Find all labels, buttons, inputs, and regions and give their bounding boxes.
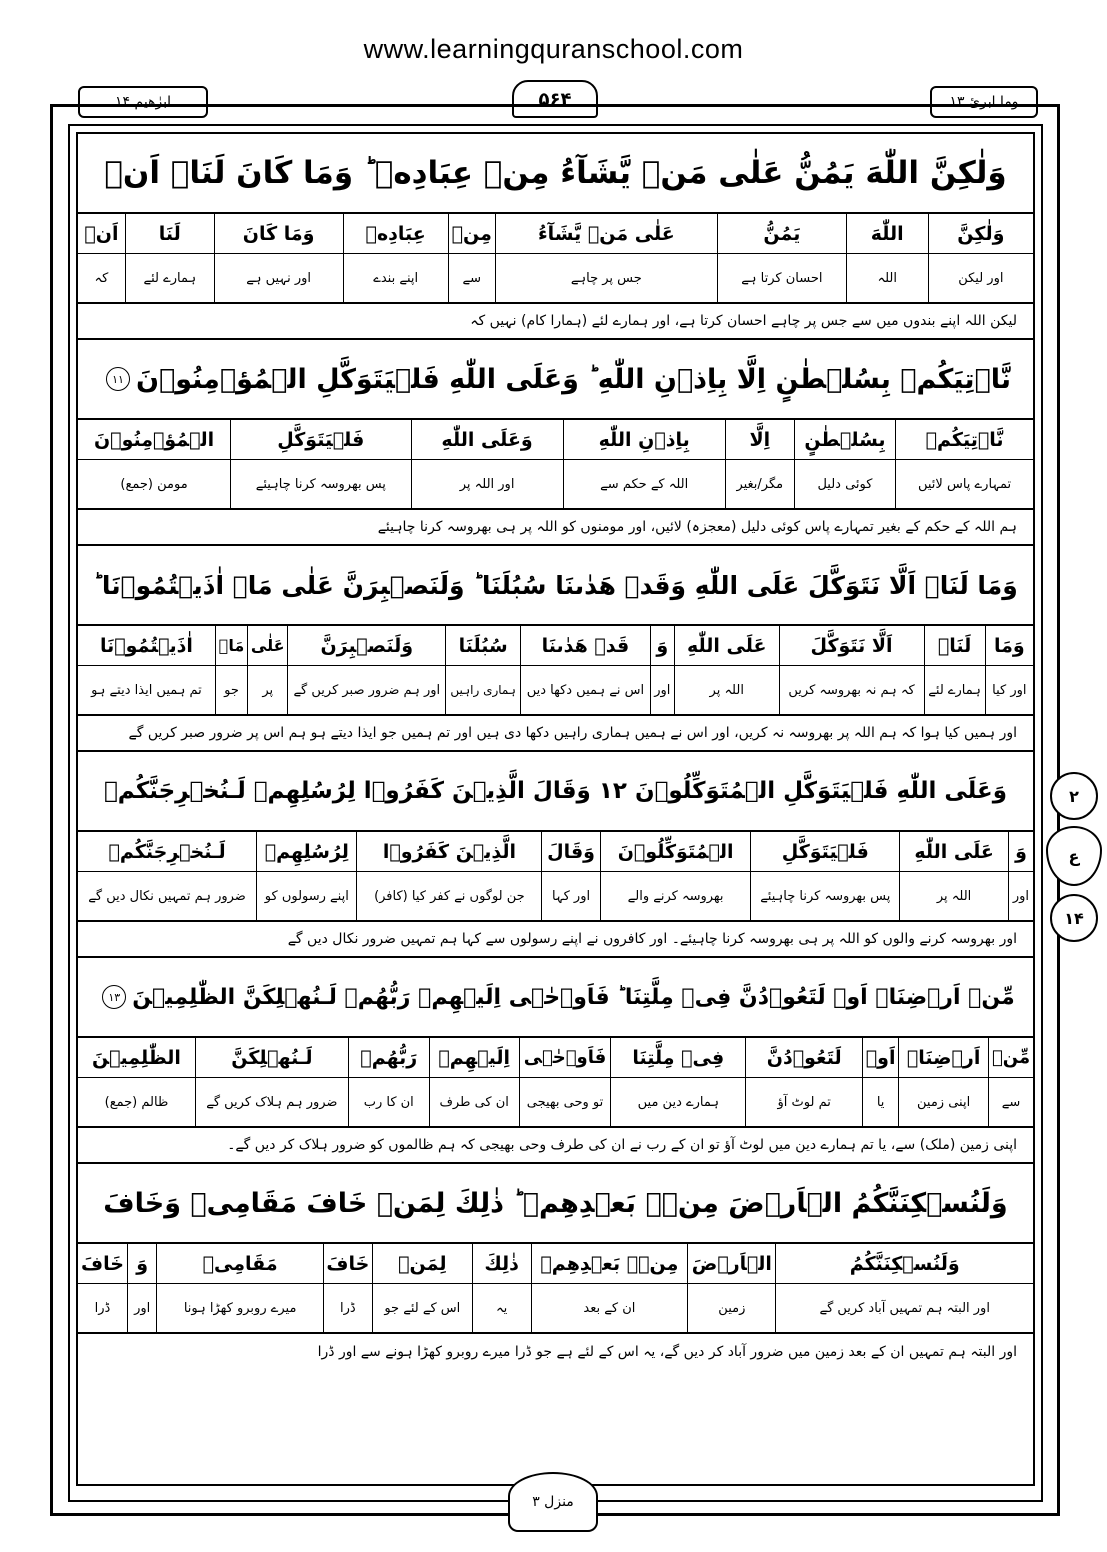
arabic-word: اٰذَيۡتُمُوۡنَا (100, 634, 193, 657)
urdu-meaning: تم لوٹ آؤ (745, 1078, 862, 1126)
urdu-meaning: اور نہیں ہے (214, 254, 343, 302)
word-by-word-table (78, 420, 1033, 510)
arabic-word: لَنَا (125, 214, 214, 253)
urdu-meaning: یہ (472, 1284, 531, 1332)
ayah-text: وَلٰكِنَّ اللّٰهَ يَمُنُّ عَلٰى مَنۡ يَّشَآءُ مِنۡ عِبَادِهٖ ؕ وَمَا كَانَ لَنَاۤ اَنۡ (104, 155, 1007, 191)
ayah-line (78, 340, 1033, 420)
urdu-meaning: ڈرا (94, 1300, 111, 1316)
word-by-word-table (78, 1244, 1033, 1334)
arabic-word: وَ (127, 1244, 156, 1283)
arabic-word: لَتَعُوۡدُنَّ (745, 1038, 862, 1077)
arabic-word: اَلَّا نَتَوَكَّلَ (779, 626, 924, 665)
urdu-meaning: اپنے بندے (343, 254, 448, 302)
arabic-word: اَوۡ (862, 1038, 898, 1077)
urdu-meaning: اس نے ہمیں دکھا دیں (520, 666, 650, 714)
word-by-word-table (78, 626, 1033, 716)
arabic-word: مَاۤ (215, 626, 247, 665)
ayah-line (78, 1164, 1033, 1244)
arabic-word: رَبُّهُمۡ (348, 1038, 429, 1077)
urdu-meaning: ہمارے لئے (924, 666, 985, 714)
ayah-text: مِّنۡ اَرۡضِنَاۤ اَوۡ لَتَعُوۡدُنَّ فِىۡ مِلَّتِنَا ؕ فَاَوۡحٰۤى اِلَيۡهِمۡ رَبُّهُمۡ لَـنُهۡلِكَنَّ الظّٰلِمِيۡنَ (132, 984, 1015, 1010)
urdu-meaning: مومن (جمع) (120, 476, 188, 492)
arabic-word: مَقَامِىۡ (156, 1244, 323, 1283)
urdu-translation: ہم اللہ کے حکم کے بغیر تمہارے پاس کوئی دلیل (معجزہ) لائیں، اور مومنوں کو اللہ پر ہی بھروسہ کرنا چاہیئے (78, 510, 1033, 546)
arabic-word: وَ (650, 626, 674, 665)
urdu-meaning: اور (1008, 872, 1033, 920)
urdu-meaning: ڈرا (323, 1284, 372, 1332)
arabic-word: وَقَالَ (541, 832, 600, 871)
surah-name-label: ابرٰھیم ۱۴ (78, 86, 208, 118)
arabic-word: وَلَنُسۡكِنَنَّكُمُ (775, 1244, 1033, 1283)
arabic-words-row (78, 626, 1033, 666)
urdu-meaning: جو (215, 666, 247, 714)
urdu-meanings-row (78, 1284, 1033, 1332)
urdu-meaning: اللہ پر (899, 872, 1008, 920)
arabic-words-row (78, 832, 1033, 872)
arabic-word: عَلٰى مَنۡ يَّشَآءُ (495, 214, 717, 253)
urdu-meaning: سے (448, 254, 495, 302)
urdu-meaning: مگر/بغیر (725, 460, 794, 508)
urdu-meaning: پر (247, 666, 287, 714)
arabic-word: فَلۡيَتَوَكَّلِ (750, 832, 899, 871)
urdu-meaning: کوئی دلیل (794, 460, 895, 508)
urdu-meaning: ضرور ہم تمہیں نکال دیں گے (88, 888, 246, 904)
urdu-meanings-row (78, 460, 1033, 508)
arabic-word: بِاِذۡنِ اللّٰهِ (563, 420, 725, 459)
arabic-word: عَلَى اللّٰهِ (674, 626, 779, 665)
urdu-meaning: احسان کرتا ہے (717, 254, 846, 302)
urdu-meaning: اور کیا (985, 666, 1033, 714)
arabic-word: مِنۡ (448, 214, 495, 253)
urdu-meaning: اللہ پر (674, 666, 779, 714)
ayah-number-marker: ۱۱ (106, 367, 130, 391)
urdu-meanings-row (78, 872, 1033, 920)
arabic-word: وَ (1008, 832, 1033, 871)
urdu-meaning: اپنی زمین (898, 1078, 988, 1126)
arabic-word: وَمَا كَانَ (214, 214, 343, 253)
ayah-text: وَمَا لَنَاۤ اَلَّا نَتَوَكَّلَ عَلَى اللّٰهِ وَقَدۡ هَدٰٮنَا سُبُلَنَا ؕ وَلَنَصۡبِرَنَّ عَلٰى مَاۤ اٰذَيۡتُمُوۡنَا ؕ (93, 570, 1018, 600)
arabic-word: الَّذِيۡنَ كَفَرُوۡا (356, 832, 541, 871)
urdu-meaning: اس کے لئے جو (372, 1284, 472, 1332)
urdu-meaning: ہماری راہیں (445, 666, 520, 714)
urdu-meaning: کہ ہم نہ بھروسہ کریں (779, 666, 924, 714)
ayah-line (78, 134, 1033, 214)
arabic-word: مِنۡۢ بَعۡدِهِمۡ (531, 1244, 688, 1283)
manzil-label: منزل ۳ (508, 1472, 598, 1532)
urdu-translation: اپنی زمین (ملک) سے، یا تم ہمارے دین میں لوٹ آؤ تو ان کے رب نے ان کی طرف وحی بھیجی کہ ہم ظالموں کو ضرور ہلاک کر دیں گے۔ (78, 1128, 1033, 1164)
arabic-word: فَلۡيَتَوَكَّلِ (230, 420, 410, 459)
arabic-words-row (78, 1038, 1033, 1078)
arabic-word: مِّنۡ (988, 1038, 1033, 1077)
ayah-text: وَلَنُسۡكِنَنَّكُمُ الۡاَرۡضَ مِنۡۢ بَعۡدِهِمۡ ؕ ذٰلِكَ لِمَنۡ خَافَ مَقَامِىۡ وَخَافَ (103, 1187, 1008, 1219)
word-by-word-table (78, 1038, 1033, 1128)
urdu-meaning: ان کی طرف (429, 1078, 519, 1126)
arabic-word: فِىۡ مِلَّتِنَا (610, 1038, 745, 1077)
urdu-meaning: میرے روبرو کھڑا ہونا (156, 1284, 323, 1332)
arabic-word: لِرُسُلِهِمۡ (256, 832, 356, 871)
urdu-meaning: اور کہا (541, 872, 600, 920)
urdu-meaning: اپنے رسولوں کو (256, 872, 356, 920)
arabic-word: لِمَنۡ (372, 1244, 472, 1283)
arabic-word: ذٰلِكَ (472, 1244, 531, 1283)
ruku-ain-badge: ع (1046, 826, 1102, 886)
urdu-meaning: بھروسہ کرنے والے (600, 872, 751, 920)
arabic-word: خَافَ (81, 1252, 124, 1275)
ruku-number-badge: ۲ (1050, 772, 1098, 820)
urdu-meaning: ظالم (جمع) (104, 1094, 169, 1110)
urdu-meaning: ضرور ہم ہلاک کریں گے (195, 1078, 348, 1126)
urdu-meaning: اور اللہ پر (411, 460, 563, 508)
urdu-meaning: سے (988, 1078, 1033, 1126)
arabic-word: وَعَلَى اللّٰهِ (411, 420, 563, 459)
urdu-meaning: اللہ (846, 254, 928, 302)
ayah-text: نَّاۡتِيَكُمۡ بِسُلۡطٰنٍ اِلَّا بِاِذۡنِ اللّٰهِ ؕ وَعَلَى اللّٰهِ فَلۡيَتَوَكَّلِ الۡمُؤۡمِنُوۡنَ (135, 363, 1012, 395)
urdu-translation: اور البتہ ہم تمہیں ان کے بعد زمین میں ضرور آباد کر دیں گے، یہ اس کے لئے ہے جو ڈرا میرے روبرو کھڑا ہونے سے اور ڈرا (317, 1344, 1017, 1360)
arabic-word: عَلٰى (247, 626, 287, 665)
urdu-meaning: تمہارے پاس لائیں (895, 460, 1033, 508)
arabic-word: لَـنُهۡلِكَنَّ (195, 1038, 348, 1077)
urdu-meanings-row (78, 666, 1033, 714)
arabic-word: يَمُنُّ (717, 214, 846, 253)
urdu-meaning: کہ (94, 270, 109, 286)
urdu-meaning: اور لیکن (928, 254, 1033, 302)
arabic-word: اِلَيۡهِمۡ (429, 1038, 519, 1077)
word-by-word-table (78, 214, 1033, 304)
urdu-meaning: اور (127, 1284, 156, 1332)
urdu-meaning: جن لوگوں نے کفر کیا (کافر) (356, 872, 541, 920)
urdu-meaning: ان کے بعد (531, 1284, 688, 1332)
arabic-word: اَرۡضِنَاۤ (898, 1038, 988, 1077)
urdu-meanings-row (78, 1078, 1033, 1126)
para-name-label: وما ابرئ ۱۳ (930, 86, 1038, 118)
word-by-word-table (78, 832, 1033, 922)
urdu-meaning: زمین (687, 1284, 775, 1332)
arabic-word: اِلَّا (725, 420, 794, 459)
urdu-meaning: ہمارے لئے (125, 254, 214, 302)
ayah-count-badge: ۱۴ (1050, 894, 1098, 942)
arabic-word: بِسُلۡطٰنٍ (794, 420, 895, 459)
urdu-meaning: ان کا رب (348, 1078, 429, 1126)
urdu-meaning: پس بھروسہ کرنا چاہیئے (230, 460, 410, 508)
arabic-word: اللّٰهَ (846, 214, 928, 253)
urdu-meaning: اور البتہ ہم تمہیں آباد کریں گے (775, 1284, 1033, 1332)
urdu-meaning: تم ہمیں ایذا دیتے ہو (91, 682, 202, 698)
arabic-word: الظّٰلِمِيۡنَ (92, 1046, 181, 1069)
arabic-word: لَنَاۤ (924, 626, 985, 665)
urdu-meanings-row (78, 254, 1033, 302)
urdu-meaning: یا (862, 1078, 898, 1126)
urdu-meaning: اللہ کے حکم سے (563, 460, 725, 508)
arabic-words-row (78, 420, 1033, 460)
arabic-word: عِبَادِهٖ (343, 214, 448, 253)
arabic-word: فَاَوۡحٰۤى (519, 1038, 611, 1077)
arabic-word: عَلَى اللّٰهِ (899, 832, 1008, 871)
urdu-meaning: تو وحی بھیجی (519, 1078, 611, 1126)
arabic-words-row (78, 214, 1033, 254)
arabic-word: قَدۡ هَدٰٮنَا (520, 626, 650, 665)
arabic-word: لَـنُخۡرِجَنَّكُمۡ (108, 840, 226, 863)
urdu-meaning: پس بھروسہ کرنا چاہیئے (750, 872, 899, 920)
urdu-translation: لیکن اللہ اپنے بندوں میں سے جس پر چاہے احسان کرتا ہے، اور ہمارے لئے (ہمارا کام) نہیں کہ (78, 304, 1033, 340)
arabic-word: اَنۡ (84, 222, 119, 245)
ayah-line (78, 546, 1033, 626)
arabic-word: سُبُلَنَا (445, 626, 520, 665)
urdu-translation: اور ہمیں کیا ہوا کہ ہم اللہ پر بھروسہ نہ کریں، اور اس نے ہمیں ہماری راہیں دکھا دی ہیں اور تم ہمیں جو ایذا دیتے ہو ہم اس پر ضرور صبر کریں گے (78, 716, 1033, 752)
arabic-word: وَمَا (985, 626, 1033, 665)
page-number: ۵۶۴ (512, 80, 598, 118)
website-url[interactable]: www.learningquranschool.com (363, 34, 744, 64)
arabic-word: وَلٰكِنَّ (928, 214, 1033, 253)
arabic-word: الۡمُتَوَكِّلُوۡنَ (600, 832, 751, 871)
urdu-meaning: ہمارے دین میں (610, 1078, 745, 1126)
page-content (76, 132, 1035, 1486)
urdu-meaning: اور (650, 666, 674, 714)
arabic-word: خَافَ (323, 1244, 372, 1283)
ayah-text: وَعَلَى اللّٰهِ فَلۡيَتَوَكَّلِ الۡمُتَوَكِّلُوۡنَ ۱۲ وَقَالَ الَّذِيۡنَ كَفَرُوۡا لِرُسُلِهِمۡ لَـنُخۡرِجَنَّكُمۡ (103, 778, 1008, 804)
ayah-line (78, 752, 1033, 832)
ayah-number-marker: ۱۳ (102, 985, 126, 1009)
urdu-translation: اور بھروسہ کرنے والوں کو اللہ پر ہی بھروسہ کرنا چاہیئے۔ اور کافروں نے اپنے رسولوں سے کہا ہم تمہیں ضرور نکال دیں گے (78, 922, 1033, 958)
arabic-words-row (78, 1244, 1033, 1284)
urdu-meaning: جس پر چاہے (495, 254, 717, 302)
arabic-word: وَلَنَصۡبِرَنَّ (287, 626, 445, 665)
arabic-word: الۡمُؤۡمِنُوۡنَ (93, 428, 215, 451)
ayah-line (78, 958, 1033, 1038)
urdu-meaning: اور ہم ضرور صبر کریں گے (287, 666, 445, 714)
arabic-word: نَّاۡتِيَكُمۡ (895, 420, 1033, 459)
arabic-word: الۡاَرۡضَ (687, 1244, 775, 1283)
